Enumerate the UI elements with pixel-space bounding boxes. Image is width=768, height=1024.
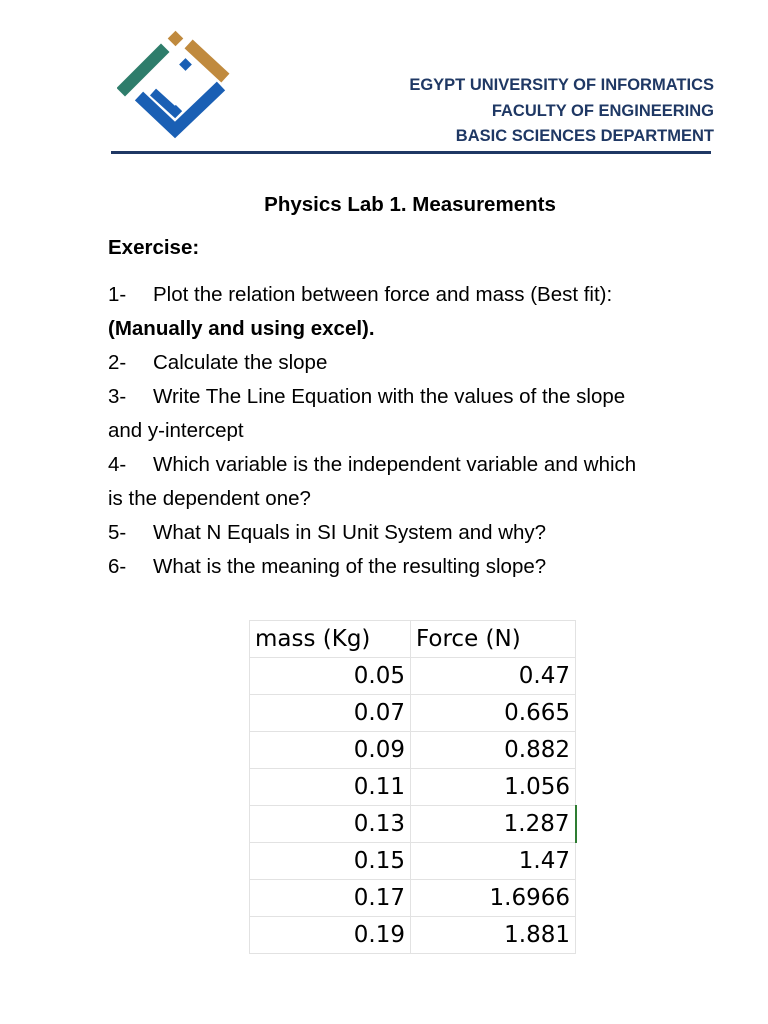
logo-gold-square xyxy=(168,31,184,47)
mass-cell: 0.09 xyxy=(250,732,411,769)
document-title: Physics Lab 1. Measurements xyxy=(264,193,556,216)
force-cell: 0.47 xyxy=(411,658,576,695)
mass-cell: 0.17 xyxy=(250,880,411,917)
question-text: Which variable is the independent variable and which xyxy=(153,453,637,476)
question-number: 2- xyxy=(108,351,127,374)
logo-teal-stroke xyxy=(125,52,161,88)
force-cell: 1.287 xyxy=(411,806,576,843)
logo-teal-square xyxy=(179,58,192,71)
exercise-heading: Exercise: xyxy=(108,236,200,259)
mass-cell: 0.13 xyxy=(250,806,411,843)
question-item xyxy=(108,448,708,482)
table-row xyxy=(250,695,576,732)
department-name: BASIC SCIENCES DEPARTMENT xyxy=(455,127,714,145)
table-row xyxy=(250,843,576,880)
logo-gold-stroke xyxy=(193,48,221,74)
institution-header xyxy=(409,73,714,150)
force-cell: 1.47 xyxy=(411,843,576,880)
question-text: Calculate the slope xyxy=(153,351,328,374)
table-row xyxy=(250,769,576,806)
force-cell: 1.056 xyxy=(411,769,576,806)
force-cell: 0.882 xyxy=(411,732,576,769)
question-continuation: and y-intercept xyxy=(108,419,244,442)
table-row xyxy=(250,917,576,954)
question-continuation: is the dependent one? xyxy=(108,487,311,510)
table-row xyxy=(250,658,576,695)
faculty-name: FACULTY OF ENGINEERING xyxy=(491,101,714,120)
question-item xyxy=(108,346,708,380)
university-name: EGYPT UNIVERSITY OF INFORMATICS xyxy=(409,76,714,94)
question-item xyxy=(108,550,708,584)
question-text: Write The Line Equation with the values of the slope xyxy=(153,385,626,408)
question-list xyxy=(108,278,708,584)
table-row xyxy=(250,732,576,769)
question-number: 3- xyxy=(108,385,127,408)
table-row xyxy=(250,880,576,917)
question-number: 4- xyxy=(108,453,127,476)
column-header-mass: mass (Kg) xyxy=(250,621,411,658)
university-logo xyxy=(117,30,233,142)
force-cell: 0.665 xyxy=(411,695,576,732)
table-header-row xyxy=(250,621,576,658)
question-text: What is the meaning of the resulting slope? xyxy=(153,555,547,578)
mass-cell: 0.19 xyxy=(250,917,411,954)
mass-cell: 0.15 xyxy=(250,843,411,880)
table-row xyxy=(250,806,576,843)
question-item xyxy=(108,516,708,550)
question-continuation: (Manually and using excel). xyxy=(108,317,375,340)
question-item xyxy=(108,380,708,414)
mass-cell: 0.05 xyxy=(250,658,411,695)
question-text: Plot the relation between force and mass (Best fit): xyxy=(153,283,613,306)
mass-cell: 0.11 xyxy=(250,769,411,806)
question-item xyxy=(108,278,708,312)
logo-blue-chevron xyxy=(139,86,221,130)
force-cell: 1.6966 xyxy=(411,880,576,917)
question-number: 1- xyxy=(108,283,127,306)
question-number: 5- xyxy=(108,521,127,544)
question-text: What N Equals in SI Unit System and why? xyxy=(153,521,547,544)
header-divider xyxy=(111,151,711,154)
mass-force-table xyxy=(249,620,577,954)
question-number: 6- xyxy=(108,555,127,578)
force-cell: 1.881 xyxy=(411,917,576,954)
mass-cell: 0.07 xyxy=(250,695,411,732)
column-header-force: Force (N) xyxy=(411,621,576,658)
